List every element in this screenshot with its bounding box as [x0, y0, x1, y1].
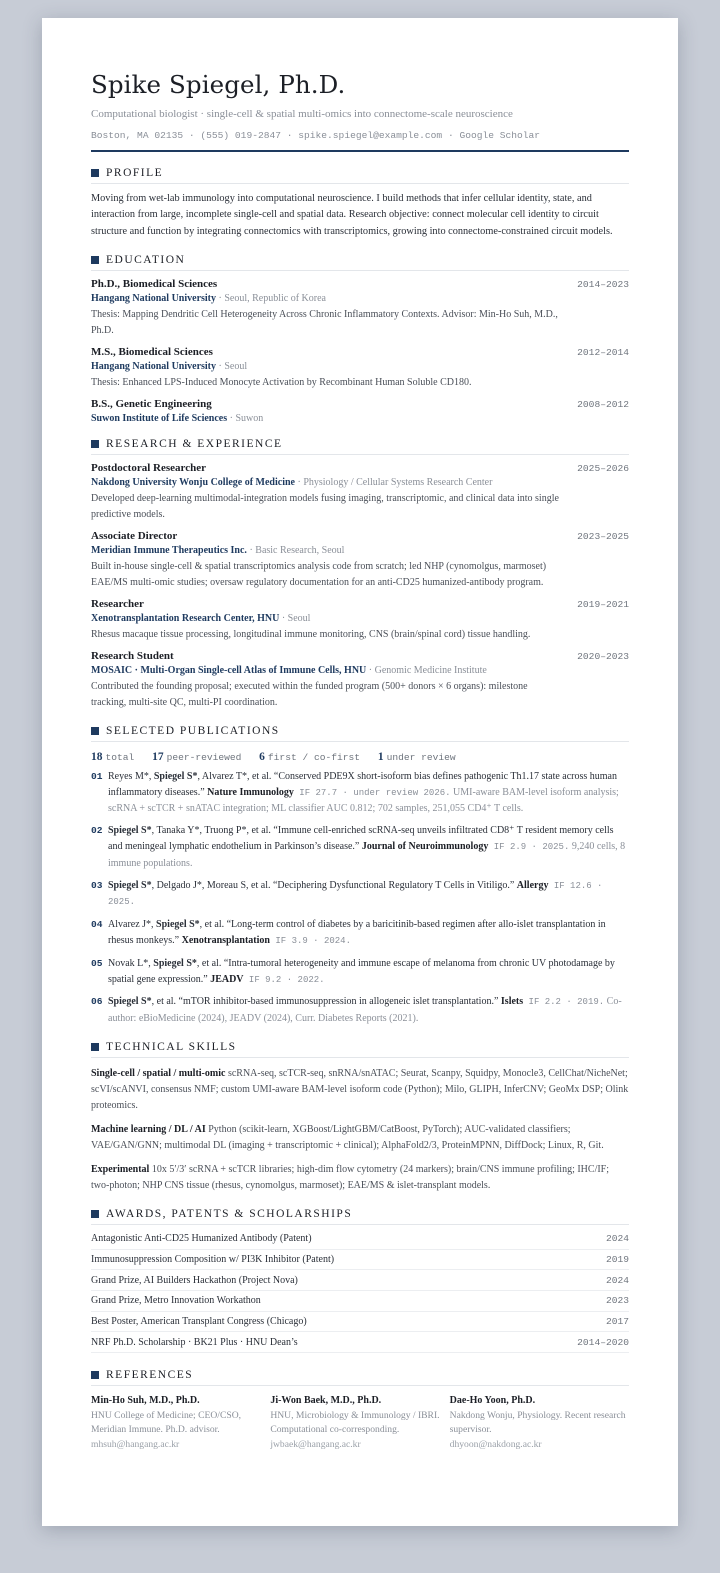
publication-authors-pre: Reyes M*,	[108, 770, 154, 782]
skill-items: scRNA-seq, scTCR-seq, snRNA/snATAC; Seurat, Scanpy, Squidpy, Monocle3, CellChat/NicheNet; scVI/scANVI, consensus NMF; custom UMI-aware BAM-level isoform code (Python); Milo, GLIPH, InferCNV; GeoMx DSP; Olink proteomics.	[91, 1068, 629, 1112]
publication-title: , Tanaka Y*, Truong P*, et al. “Immune cell-enriched scRNA-seq unveils infiltrated CD8⁺ T resident memory cells and meningeal lymphatic endothelium in Parkinson’s disease.”	[108, 825, 614, 853]
entry-title: M.S., Biomedical Sciences	[91, 345, 213, 358]
publication-citation	[108, 994, 629, 1027]
reference-card	[91, 1394, 270, 1452]
section-title-awards: AWARDS, PATENTS & SCHOLARSHIPS	[91, 1208, 629, 1225]
education-entry	[91, 278, 629, 339]
skill-group	[91, 1162, 629, 1194]
entry-years: 2014–2023	[577, 278, 629, 290]
entry-location: · Physiology / Cellular Systems Research Center	[294, 476, 493, 488]
publication-number: 02	[91, 825, 103, 837]
reference-affiliation: Nakdong Wonju, Physiology. Recent research supervisor.	[449, 1409, 626, 1436]
section-title-publications: SELECTED PUBLICATIONS	[91, 725, 629, 742]
publication-meta: IF 12.6 · 2025.	[108, 880, 603, 908]
section-marker-icon	[91, 256, 99, 264]
award-row	[91, 1250, 629, 1271]
entry-organization-line	[91, 545, 629, 556]
reference-card	[450, 1394, 629, 1452]
publication-meta: IF 3.9 · 2024.	[269, 936, 351, 947]
skill-group	[91, 1122, 629, 1154]
section-marker-icon	[91, 1043, 99, 1051]
skill-items: 10x 5′/3′ scRNA + scTCR libraries; high-dim flow cytometry (24 markers); brain/CNS immune profiling; IHC/IF; two-photon; NHP CNS tissue (rhesus, cynomolgus, marmoset); EAE/MS & islet-transplant models.	[91, 1164, 610, 1192]
award-name: NRF Ph.D. Scholarship · BK21 Plus · HNU Dean’s	[91, 1336, 298, 1348]
publication-item	[91, 823, 629, 871]
publication-note: Co-author: eBioMedicine (2024), JEADV (2024), Curr. Diabetes Reports (2021).	[108, 996, 622, 1025]
skill-category: Machine learning / DL / AI	[91, 1124, 206, 1136]
research-entry	[91, 650, 629, 711]
stat-first-label: first / co-first	[267, 751, 361, 763]
publication-self-author: Spiegel S*	[108, 996, 152, 1008]
education-entry	[91, 346, 629, 391]
publication-journal: JEADV	[210, 973, 244, 985]
publication-journal: Allergy	[516, 879, 549, 891]
publication-self-author: Spiegel S*	[153, 770, 198, 782]
skill-group	[91, 1066, 629, 1114]
publication-number: 05	[91, 957, 103, 969]
entry-organization: Hangang National University	[91, 360, 217, 372]
publication-title: , et al. “Intra-tumoral heterogeneity and immune escape of melanoma from chronic UV photodamage by spatial gene expression.”	[108, 957, 615, 985]
education-list	[91, 278, 629, 424]
publication-journal: Nature Immunology	[207, 786, 294, 798]
publication-citation	[108, 769, 629, 817]
award-name: Best Poster, American Transplant Congress (Chicago)	[91, 1316, 307, 1328]
entry-organization-line	[91, 293, 629, 304]
entry-description: Contributed the founding proposal; executed within the funded program (500+ donors × 6 organs): milestone tracking, multi-site QC, multi-PI coordination.	[91, 680, 528, 708]
reference-name: Dae-Ho Yoon, Ph.D.	[449, 1395, 536, 1407]
entry-description: Built in-house single-cell & spatial transcriptomics analysis code from scratch; led NHP (cynomolgus, marmoset) EAE/MS multi-omic studies; oversaw regulatory documentation for an anti-CD25 humanized-antibody program.	[91, 560, 547, 588]
section-marker-icon	[91, 1210, 99, 1218]
reference-affiliation: HNU, Microbiology & Immunology / IBRI. Computational co-corresponding.	[270, 1409, 440, 1436]
entry-location: · Seoul	[279, 612, 311, 624]
entry-description: Developed deep-learning multimodal-integration models fusing imaging, transcriptomic, and clinical data into single predictive models.	[91, 492, 559, 520]
publication-citation	[108, 956, 629, 989]
entry-location: · Genomic Medicine Institute	[366, 664, 487, 676]
award-row	[91, 1291, 629, 1312]
entry-organization: Nakdong University Wonju College of Medicine	[91, 476, 295, 488]
publication-self-author: Spiegel S*	[108, 825, 152, 837]
publication-item	[91, 878, 629, 912]
entry-organization-line	[91, 477, 629, 488]
section-title-references: REFERENCES	[91, 1369, 629, 1386]
publication-citation	[108, 917, 629, 950]
publication-title: , Delgado J*, Moreau S, et al. “Deciphering Dysfunctional Regulatory T Cells in Vitiligo.”	[151, 879, 517, 891]
entry-title: Researcher	[91, 597, 144, 610]
award-row	[91, 1229, 629, 1250]
research-entry	[91, 462, 629, 523]
publication-authors-pre: Novak L*,	[108, 957, 154, 969]
entry-organization-line	[91, 613, 629, 624]
publication-number: 04	[91, 919, 103, 931]
reference-email[interactable]: mhsuh@hangang.ac.kr	[91, 1438, 180, 1450]
tagline: Computational biologist · single-cell & spatial multi-omics into connectome-scale neuroscience	[91, 108, 513, 120]
entry-description: Thesis: Mapping Dendritic Cell Heterogeneity Across Chronic Inflammatory Contexts. Advisor: Min-Ho Suh, M.D., Ph.D.	[91, 308, 558, 336]
entry-description: Rhesus macaque tissue processing, longitudinal immune monitoring, CNS (brain/spinal cord) tissue handling.	[91, 628, 531, 640]
publication-authors-pre: Alvarez J*,	[108, 919, 157, 931]
research-entry	[91, 598, 629, 643]
skill-items: Python (scikit-learn, XGBoost/LightGBM/CatBoost, PyTorch); AUC-validated classifiers; VAE/GAN/GNN; multimodal DL (imaging + transcriptomic + clinical); AlphaFold2/3, ProteinMPNN, DiffDock; Linux, R, Git.	[91, 1124, 604, 1152]
header-divider	[91, 150, 629, 152]
publication-number: 06	[91, 996, 103, 1008]
publication-item	[91, 769, 629, 817]
section-marker-icon	[91, 727, 99, 735]
award-year: 2024	[605, 1274, 629, 1286]
publication-self-author: Spiegel S*	[153, 957, 197, 969]
publication-meta: IF 2.2 · 2019.	[523, 997, 605, 1008]
entry-years: 2008–2012	[577, 398, 629, 410]
education-entry	[91, 398, 629, 424]
research-list	[91, 462, 629, 711]
entry-title: Research Student	[91, 649, 174, 662]
stat-first-count: 6	[259, 750, 265, 763]
section-marker-icon	[91, 1371, 99, 1379]
reference-list	[91, 1394, 629, 1452]
publication-title: , et al. “Long-term control of diabetes by a baricitinib-based regimen after allo-islet transplantation in rhesus monkeys.”	[108, 919, 606, 947]
publication-meta: IF 2.9 · 2025.	[488, 842, 570, 853]
entry-location: · Basic Research, Seoul	[246, 544, 345, 556]
publication-citation	[108, 823, 629, 871]
entry-organization: Hangang National University	[91, 292, 217, 304]
reference-name: Min-Ho Suh, M.D., Ph.D.	[91, 1395, 200, 1407]
publication-self-author: Spiegel S*	[156, 919, 200, 931]
publication-item	[91, 956, 629, 989]
reference-affiliation: HNU College of Medicine; CEO/CSO, Meridian Immune. Ph.D. advisor.	[91, 1409, 242, 1436]
profile-text: Moving from wet-lab immunology into computational neuroscience. I build methods that infer cellular identity, state, and interaction from large, incomplete single-cell and spatial data. Research objective: connect molecular cell identity to circuit structure and function by integrating connectomics with transcriptomics, growing into connectome-constrained circuit models.	[91, 193, 613, 237]
resume-page	[42, 18, 678, 1526]
reference-card	[270, 1394, 449, 1452]
entry-organization-line	[91, 413, 629, 424]
award-name: Grand Prize, AI Builders Hackathon (Project Nova)	[91, 1274, 298, 1286]
stat-review-count: 1	[377, 750, 384, 763]
section-marker-icon	[91, 440, 99, 448]
entry-years: 2020–2023	[577, 650, 629, 662]
skill-list	[91, 1066, 629, 1194]
entry-title: B.S., Genetic Engineering	[91, 397, 212, 410]
entry-title: Associate Director	[91, 529, 178, 542]
stat-peer-count: 17	[152, 750, 164, 763]
reference-email[interactable]: dhyoon@nakdong.ac.kr	[449, 1438, 542, 1450]
award-list	[91, 1229, 629, 1353]
section-title-profile: PROFILE	[91, 167, 629, 184]
award-row	[91, 1270, 629, 1291]
candidate-name: Spike Spiegel, Ph.D.	[91, 70, 346, 99]
section-title-skills: TECHNICAL SKILLS	[91, 1041, 629, 1058]
award-name: Immunosuppression Composition w/ PI3K Inhibitor (Patent)	[91, 1254, 335, 1266]
publication-stats	[91, 751, 629, 763]
publication-number: 01	[91, 770, 103, 782]
entry-title: Postdoctoral Researcher	[91, 461, 206, 474]
entry-title: Ph.D., Biomedical Sciences	[91, 277, 218, 290]
entry-organization: MOSAIC · Multi-Organ Single-cell Atlas of Immune Cells, HNU	[91, 664, 367, 676]
award-year: 2019	[605, 1254, 629, 1266]
entry-years: 2023–2025	[577, 530, 629, 542]
entry-years: 2012–2014	[577, 346, 629, 358]
stat-total-count: 18	[91, 750, 103, 763]
entry-location: · Seoul	[216, 360, 248, 372]
publication-self-author: Spiegel S*	[108, 879, 152, 891]
entry-organization: Xenotransplantation Research Center, HNU	[91, 612, 280, 624]
publication-title: , Alvarez T*, et al. “Conserved PDE9X short-isoform bias defines pathogenic Th1.17 state across human inflammatory diseases.”	[108, 770, 617, 798]
research-entry	[91, 530, 629, 591]
award-year: 2014–2020	[577, 1336, 629, 1348]
entry-years: 2019–2021	[577, 598, 629, 610]
stat-peer-label: peer-reviewed	[166, 751, 242, 763]
publication-note: 9,240 cells, 8 immune populations.	[108, 841, 626, 869]
publication-journal: Islets	[500, 996, 524, 1008]
publication-journal: Journal of Neuroimmunology	[361, 841, 489, 853]
reference-email[interactable]: jwbaek@hangang.ac.kr	[270, 1438, 361, 1450]
publication-item	[91, 994, 629, 1027]
entry-organization-line	[91, 665, 629, 676]
award-year: 2023	[605, 1295, 629, 1307]
award-year: 2024	[605, 1233, 629, 1245]
reference-name: Ji-Won Baek, M.D., Ph.D.	[270, 1395, 382, 1407]
skill-category: Experimental	[91, 1164, 150, 1176]
skill-category: Single-cell / spatial / multi-omic	[91, 1068, 226, 1080]
entry-location: · Seoul, Republic of Korea	[216, 292, 326, 304]
contact-line: Boston, MA 02135 · (555) 019-2847 · spike.spiegel@example.com · Google Scholar	[91, 130, 541, 141]
publication-list	[91, 769, 629, 1027]
publication-meta: IF 27.7 · under review 2026.	[293, 787, 451, 798]
award-row	[91, 1332, 629, 1353]
section-title-education: EDUCATION	[91, 254, 629, 271]
publication-number: 03	[91, 879, 103, 891]
entry-organization: Meridian Immune Therapeutics Inc.	[91, 544, 247, 556]
award-name: Grand Prize, Metro Innovation Workathon	[91, 1295, 261, 1307]
entry-organization-line	[91, 361, 629, 372]
stat-review-label: under review	[386, 751, 456, 763]
section-title-research: RESEARCH & EXPERIENCE	[91, 438, 629, 455]
publication-citation	[108, 878, 629, 912]
entry-years: 2025–2026	[577, 462, 629, 474]
award-name: Antagonistic Anti-CD25 Humanized Antibody (Patent)	[91, 1233, 312, 1245]
publication-title: , et al. “mTOR inhibitor-based immunosuppression in allogeneic islet transplantation.”	[151, 996, 501, 1008]
publication-journal: Xenotransplantation	[181, 935, 270, 947]
entry-organization: Suwon Institute of Life Sciences	[91, 412, 228, 424]
publication-note: UMI-aware BAM-level isoform analysis; scRNA + scTCR + snATAC integration; ML classifier AUC 0.812; 702 samples, 251,055 CD4⁺ T cells.	[108, 786, 619, 815]
section-marker-icon	[91, 169, 99, 177]
award-row	[91, 1312, 629, 1333]
award-year: 2017	[605, 1316, 629, 1328]
stat-total-label: total	[105, 751, 135, 763]
entry-location: · Suwon	[227, 412, 264, 424]
entry-description: Thesis: Enhanced LPS-Induced Monocyte Activation by Recombinant Human Soluble CD180.	[91, 376, 472, 388]
publication-item	[91, 917, 629, 950]
publication-meta: IF 9.2 · 2022.	[243, 974, 325, 985]
